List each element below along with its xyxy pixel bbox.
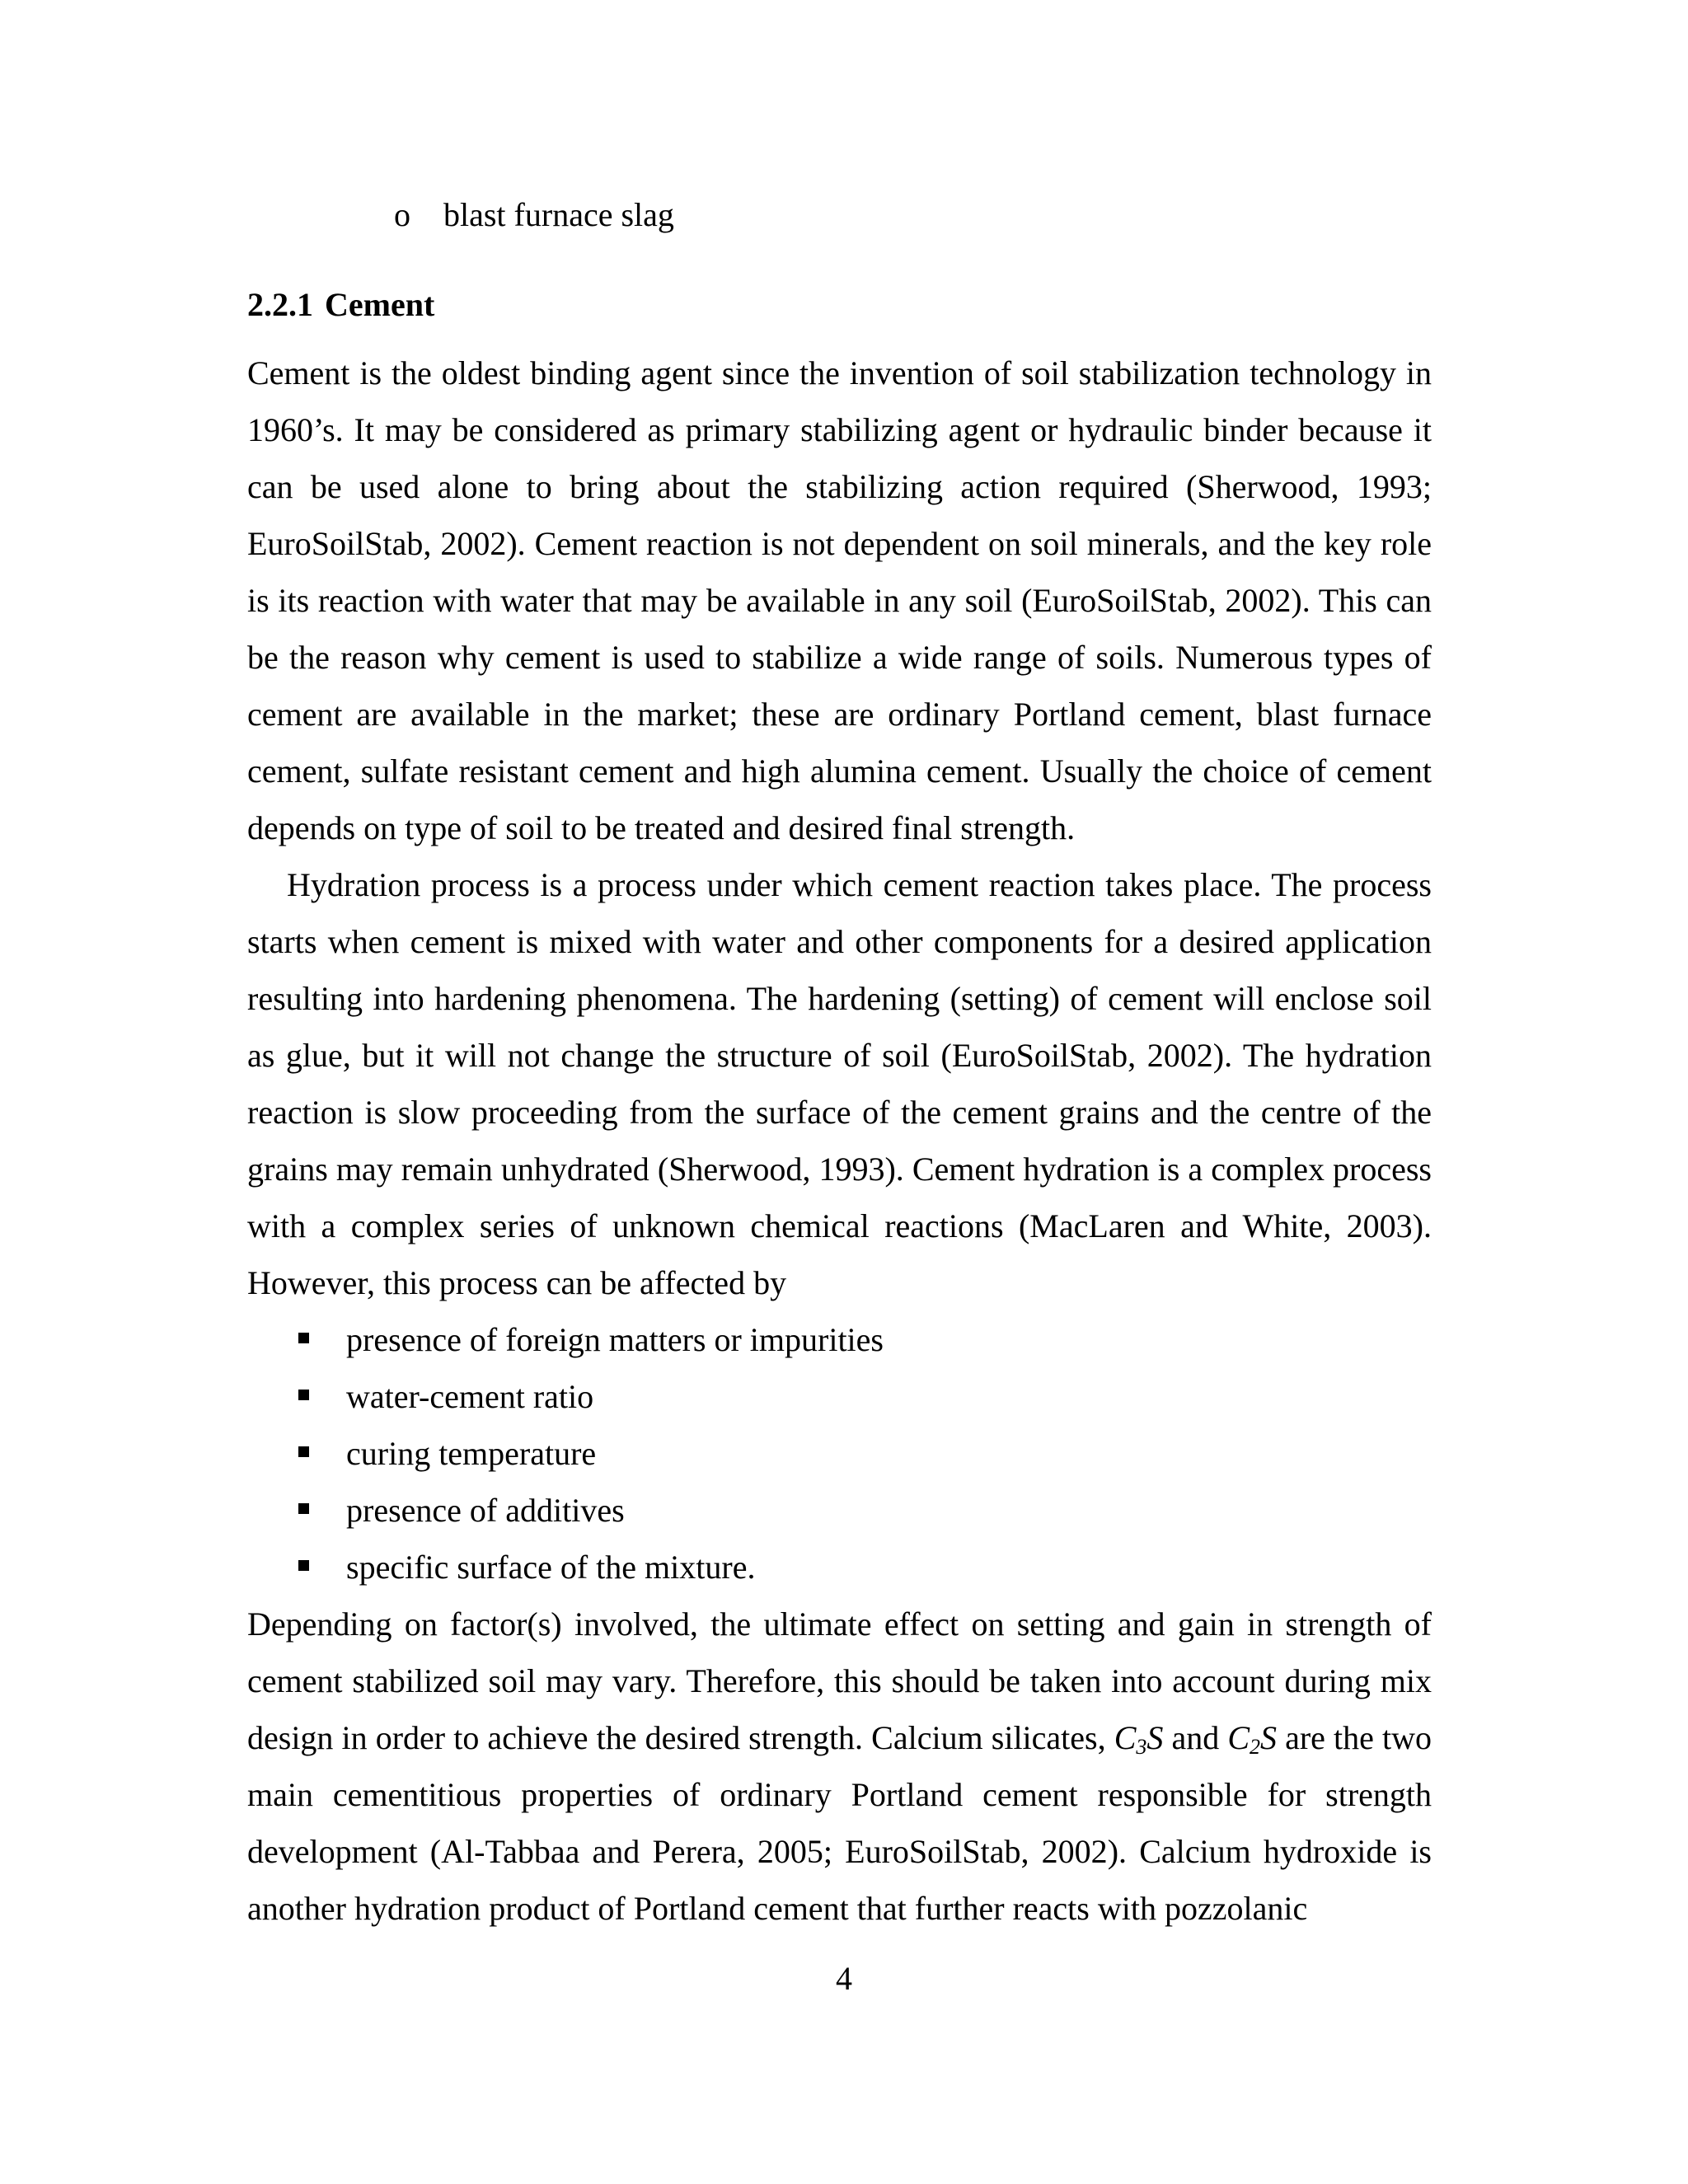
paragraph-text-part-1: Depending on factor(s) involved, the ultimate effect on setting and gain in strength of cement stabilized soil may vary. Therefore, this should be taken into account during mix design in order to achieve the desired strength. Calcium silicates, xyxy=(247,1605,1432,1756)
formula-c2s-base-2: S xyxy=(1260,1719,1278,1756)
square-bullet-icon xyxy=(298,1560,309,1571)
formula-c3s-base-2: S xyxy=(1146,1719,1164,1756)
paragraph-calcium-silicates xyxy=(247,1596,1432,1937)
list-item xyxy=(247,1368,1432,1425)
list-item xyxy=(247,1482,1432,1539)
bullet-item-blast-furnace-slag xyxy=(394,194,674,236)
paragraph-text-part-2: are the two main cementitious properties of ordinary Portland cement responsible for strength development (Al-Tabbaa and Perera, 2005; EuroSoilStab, 2002). Calcium hydroxide is another hydration product of Portland cement that further reacts with pozzolanic xyxy=(247,1719,1432,1927)
formula-c2s-base: C xyxy=(1227,1719,1250,1756)
paragraph-text-and: and xyxy=(1163,1719,1228,1756)
section-body xyxy=(247,344,1432,1937)
formula-c3s-base: C xyxy=(1114,1719,1137,1756)
factor-list xyxy=(247,1311,1432,1596)
section-title: Cement xyxy=(325,286,435,323)
formula-c3s-subscript: 3 xyxy=(1136,1735,1147,1759)
circle-bullet-icon: o xyxy=(394,196,410,233)
square-bullet-icon xyxy=(298,1333,309,1343)
square-bullet-icon xyxy=(298,1390,309,1400)
square-bullet-icon xyxy=(298,1503,309,1514)
paragraph-cement-intro: Cement is the oldest binding agent since the invention of soil stabilization technology in 1960’s. It may be considered as primary stabilizing agent or hydraulic binder because it can be used alone to bring about the stabilizing action required (Sherwood, 1993; EuroSoilStab, 2002). Cement reaction is not dependent on soil minerals, and the key role is its reaction with water that may be available in any soil (EuroSoilStab, 2002). This can be the reason why cement is used to stabilize a wide range of soils. Numerous types of cement are available in the market; these are ordinary Portland cement, blast furnace cement, sulfate resistant cement and high alumina cement. Usually the choice of cement depends on type of soil to be treated and desired final strength. xyxy=(247,354,1432,846)
formula-c2s-subscript: 2 xyxy=(1250,1735,1261,1759)
list-item-text: water-cement ratio xyxy=(346,1378,594,1415)
list-item-text: specific surface of the mixture. xyxy=(346,1549,756,1586)
square-bullet-icon xyxy=(298,1446,309,1457)
list-item-text: presence of additives xyxy=(346,1492,625,1529)
section-number: 2.2.1 xyxy=(247,286,313,323)
list-item-text: curing temperature xyxy=(346,1435,597,1472)
formula-c2s xyxy=(1227,1719,1278,1759)
list-item-text: presence of foreign matters or impurities xyxy=(346,1321,884,1358)
list-item xyxy=(247,1311,1432,1368)
list-item xyxy=(247,1539,1432,1596)
bullet-text: blast furnace slag xyxy=(443,196,674,233)
page-number: 4 xyxy=(836,1960,852,1997)
section-heading xyxy=(247,284,434,326)
paragraph-hydration: Hydration process is a process under which cement reaction takes place. The process starts when cement is mixed with water and other components for a desired application resulting into hardening phenomena. The hardening (setting) of cement will enclose soil as glue, but it will not change the structure of soil (EuroSoilStab, 2002). The hydration reaction is slow proceeding from the surface of the cement grains and the centre of the grains may remain unhydrated (Sherwood, 1993). Cement hydration is a complex process with a complex series of unknown chemical reactions (MacLaren and White, 2003). However, this process can be affected by xyxy=(247,866,1432,1301)
list-item xyxy=(247,1425,1432,1482)
formula-c3s xyxy=(1114,1719,1164,1759)
